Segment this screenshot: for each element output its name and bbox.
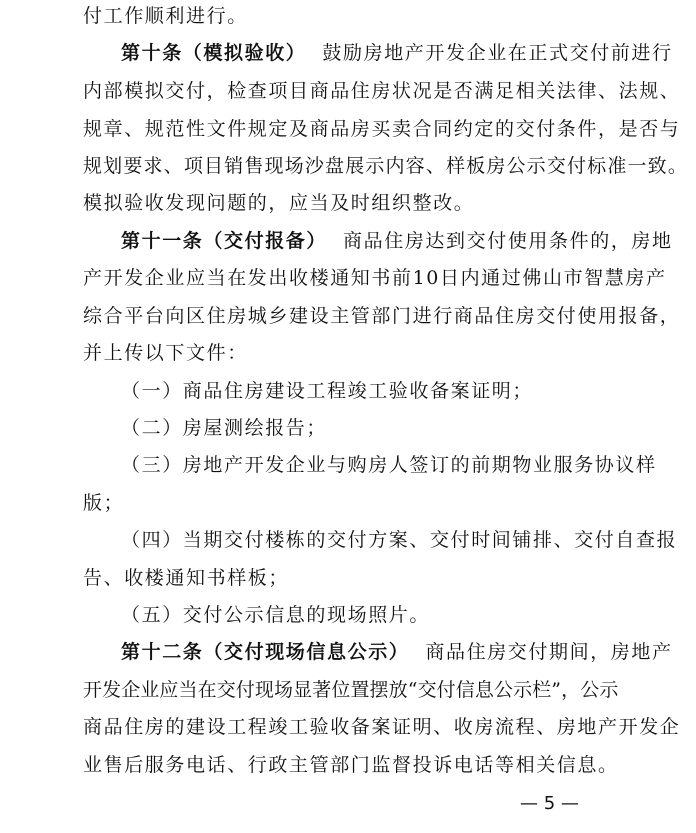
article-11-text: 商品住房达到交付使用条件的，房地 [343, 230, 673, 252]
article-10-first-line [121, 41, 673, 65]
paragraph-line: 付工作顺利进行。 [83, 5, 248, 27]
paragraph-line: 版； [83, 492, 125, 514]
paragraph-line: 告、收楼通知书样板； [83, 567, 290, 589]
paragraph-line: 商品住房的建设工程竣工验收备案证明、收房流程、房地产开发企 [83, 716, 681, 738]
page-number: — 5 — [520, 793, 579, 814]
paragraph-line: 产开发企业应当在发出收楼通知书前10日内通过佛山市智慧房产 [83, 267, 667, 289]
paragraph-line: 开发企业应当在交付现场显著位置摆放“交付信息公示栏”，公示 [83, 679, 619, 701]
article-11-first-line [121, 229, 673, 253]
list-item: （一）商品住房建设工程竣工验收备案证明； [121, 380, 534, 402]
article-12-heading: 第十二条（交付现场信息公示） [121, 641, 410, 663]
paragraph-line: 模拟验收发现问题的，应当及时组织整改。 [83, 192, 475, 214]
list-item: （四）当期交付楼栋的交付方案、交付时间铺排、交付自查报 [121, 529, 678, 551]
article-10-heading: 第十条（模拟验收） [121, 42, 307, 64]
paragraph-line: 规划要求、项目销售现场沙盘展示内容、样板房公示交付标准一致。 [83, 155, 689, 177]
paragraph-line: 内部模拟交付，检查项目商品住房状况是否满足相关法律、法规、 [83, 80, 681, 102]
article-12-text: 商品住房交付期间，房地产 [425, 641, 673, 663]
article-12-first-line [121, 640, 673, 664]
paragraph-line: 业售后服务电话、行政主管部门监督投诉电话等相关信息。 [83, 754, 619, 776]
article-10-text: 鼓励房地产开发企业在正式交付前进行 [322, 42, 673, 64]
paragraph-line: 规章、规范性文件规定及商品房买卖合同约定的交付条件，是否与 [83, 118, 681, 140]
paragraph-line: 并上传以下文件： [83, 342, 248, 364]
article-11-heading: 第十一条（交付报备） [121, 230, 328, 252]
list-item: （五）交付公示信息的现场照片。 [121, 604, 431, 626]
list-item: （二）房屋测绘报告； [121, 417, 328, 439]
paragraph-line: 综合平台向区住房城乡建设主管部门进行商品住房交付使用报备， [83, 305, 681, 327]
list-item: （三）房地产开发企业与购房人签订的前期物业服务协议样 [121, 454, 657, 476]
